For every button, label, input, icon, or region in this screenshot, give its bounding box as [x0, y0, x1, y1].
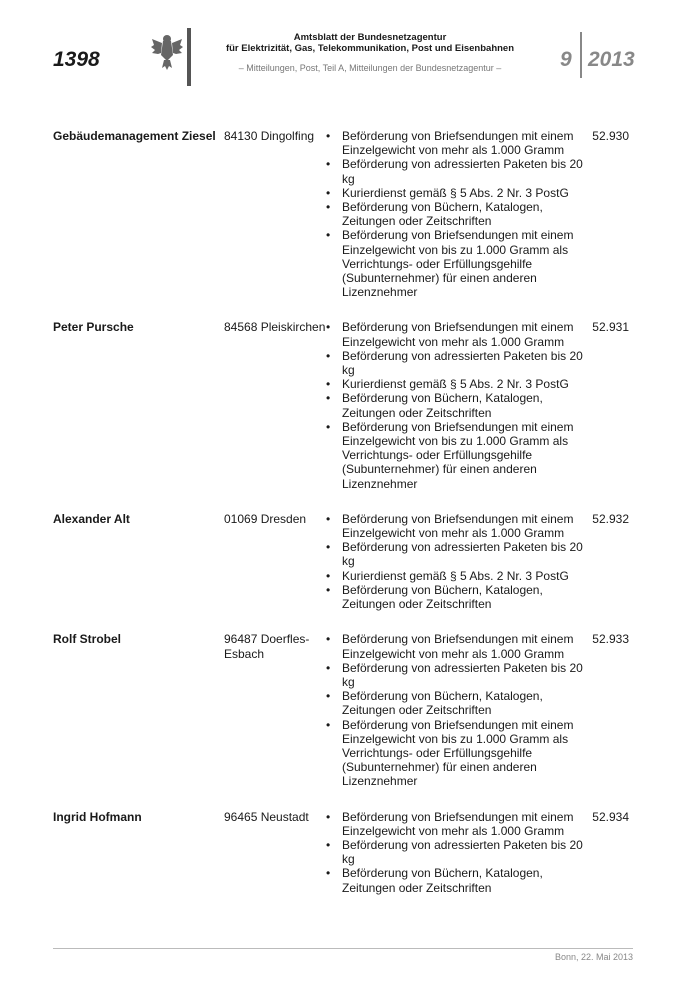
license-number: 52.934 [592, 809, 629, 824]
publication-title: Amtsblatt der Bundesnetzagentur [293, 32, 447, 43]
service-item: • Beförderung von Briefsendungen mit einem Einzelgewicht von mehr als 1.000 Gramm [326, 809, 574, 838]
bullet: • [326, 866, 331, 881]
bullet: • [326, 568, 331, 583]
service-item: • Beförderung von Briefsendungen mit einem Einzelgewicht von mehr als 1.000 Gramm [326, 129, 574, 158]
license-number: 52.933 [592, 632, 629, 647]
bullet: • [326, 717, 331, 732]
licensee-name: Rolf Strobel [53, 632, 121, 647]
bullet: • [326, 129, 331, 143]
bullet: • [326, 632, 331, 647]
header-divider [187, 28, 191, 86]
license-entry [53, 129, 633, 299]
service-item: • Beförderung von Briefsendungen mit einem Einzelgewicht von mehr als 1.000 Gramm [326, 511, 574, 541]
bullet: • [326, 540, 331, 555]
bullet: • [326, 391, 331, 406]
license-number: 52.932 [592, 511, 629, 526]
licensee-place: 84568 Pleiskirchen [224, 320, 326, 335]
license-list [53, 129, 633, 916]
licensee-name: Gebäudemanagement Ziesel [53, 129, 216, 143]
bullet: • [326, 228, 331, 243]
service-item: • Beförderung von Briefsendungen mit einem Einzelgewicht von bis zu 1.000 Gramm als Verrichtungs- oder Erfüllungsgehilfe (Subunternehmer) für einen anderen Lizenznehmer [326, 228, 574, 300]
licensee-name: Alexander Alt [53, 511, 130, 526]
service-item: • Beförderung von adressierten Paketen bis 20 kg [326, 540, 583, 569]
bullet: • [326, 200, 331, 215]
bullet: • [326, 689, 331, 704]
masthead [200, 32, 540, 73]
license-number: 52.930 [592, 129, 629, 143]
bullet: • [326, 582, 331, 597]
bullet: • [326, 157, 331, 172]
license-entry [53, 512, 633, 611]
license-number: 52.931 [592, 320, 629, 335]
service-item: • Beförderung von Briefsendungen mit einem Einzelgewicht von bis zu 1.000 Gramm als Verrichtungs- oder Erfüllungsgehilfe (Subunternehmer) für einen anderen Lizenznehmer [326, 717, 574, 789]
service-item: • Beförderung von Büchern, Katalogen, Zeitungen oder Zeitschriften [326, 582, 543, 612]
service-item: • Beförderung von Briefsendungen mit einem Einzelgewicht von bis zu 1.000 Gramm als Verrichtungs- oder Erfüllungsgehilfe (Subunternehmer) für einen anderen Lizenznehmer [326, 419, 574, 491]
licensee-place: 84130 Dingolfing [224, 129, 315, 143]
bullet: • [326, 377, 331, 392]
bullet: • [326, 348, 331, 363]
bullet: • [326, 419, 331, 434]
bullet: • [326, 320, 331, 335]
service-item: • Beförderung von Büchern, Katalogen, Zeitungen oder Zeitschriften [326, 866, 543, 895]
service-item: • Beförderung von adressierten Paketen bis 20 kg [326, 660, 583, 689]
publication-subtitle: für Elektrizität, Gas, Telekommunikation, Post und Eisenbahnen [225, 43, 515, 54]
bullet: • [326, 809, 331, 824]
service-item: • Kurierdienst gemäß § 5 Abs. 2 Nr. 3 PostG [326, 185, 569, 200]
license-entry [53, 632, 633, 788]
issue-number: 9 [560, 48, 572, 71]
service-item: • Beförderung von adressierten Paketen bis 20 kg [326, 348, 583, 378]
license-entry [53, 810, 633, 895]
service-item: • Beförderung von Büchern, Katalogen, Zeitungen oder Zeitschriften [326, 391, 543, 420]
license-entry [53, 320, 633, 490]
service-list [326, 320, 596, 490]
issue-divider [580, 32, 582, 78]
footer-divider [53, 948, 633, 949]
service-item: • Beförderung von Briefsendungen mit einem Einzelgewicht von mehr als 1.000 Gramm [326, 632, 574, 661]
bullet: • [326, 660, 331, 675]
service-list [326, 129, 596, 299]
service-item: • Beförderung von adressierten Paketen bis 20 kg [326, 157, 583, 186]
footer-date: Bonn, 22. Mai 2013 [554, 952, 633, 962]
licensee-place: 96487 Doerfles-Esbach [224, 632, 310, 661]
bullet: • [326, 185, 331, 200]
service-item: • Kurierdienst gemäß § 5 Abs. 2 Nr. 3 PostG [326, 568, 569, 583]
bullet: • [326, 511, 331, 526]
service-list [326, 512, 596, 611]
service-item: • Beförderung von Briefsendungen mit einem Einzelgewicht von mehr als 1.000 Gramm [326, 320, 574, 349]
licensee-name: Peter Pursche [53, 320, 134, 335]
licensee-place: 01069 Dresden [224, 511, 307, 526]
licensee-name: Ingrid Hofmann [53, 809, 142, 824]
service-item: • Kurierdienst gemäß § 5 Abs. 2 Nr. 3 PostG [326, 377, 569, 392]
issue-year: 2013 [588, 48, 635, 71]
service-item: • Beförderung von adressierten Paketen bis 20 kg [326, 837, 583, 867]
service-item: • Beförderung von Büchern, Katalogen, Zeitungen oder Zeitschriften [326, 689, 543, 718]
bullet: • [326, 837, 331, 852]
section-title: – Mitteilungen, Post, Teil A, Mitteilungen der Bundesnetzagentur – [238, 63, 502, 73]
page-number: 1398 [53, 48, 100, 71]
licensee-place: 96465 Neustadt [224, 809, 309, 824]
federal-eagle-icon [150, 33, 184, 71]
service-item: • Beförderung von Büchern, Katalogen, Zeitungen oder Zeitschriften [326, 200, 543, 229]
service-list [326, 810, 596, 895]
service-list [326, 632, 596, 788]
